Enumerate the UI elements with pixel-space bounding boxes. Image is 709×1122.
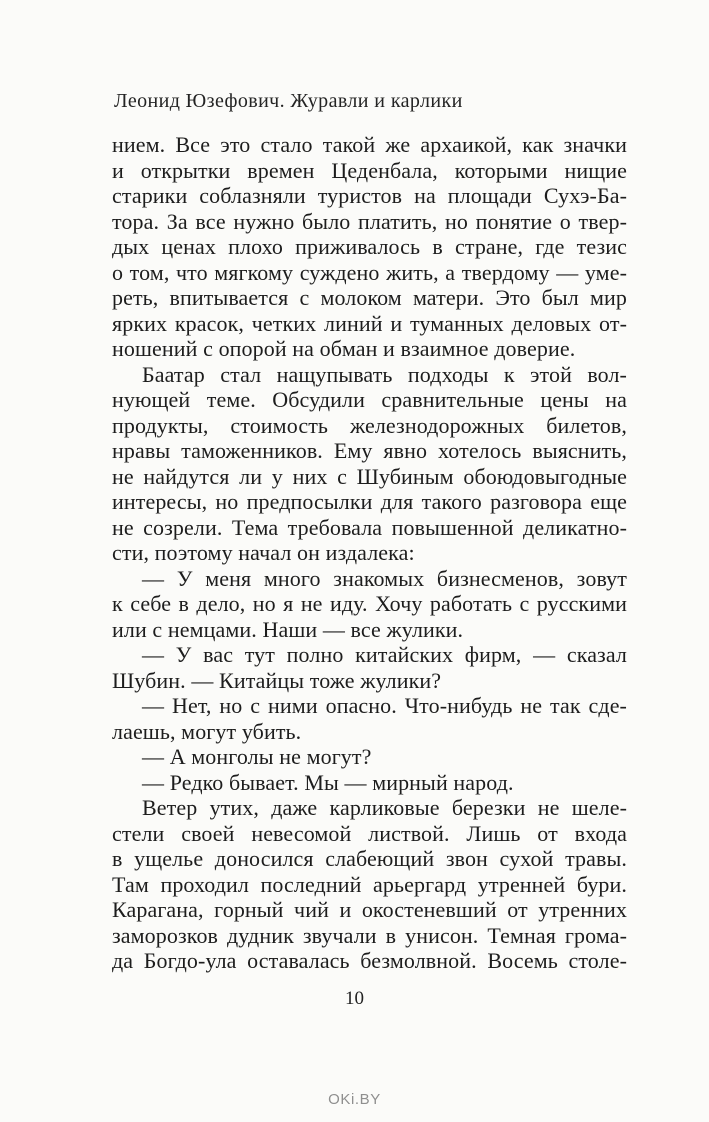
text-line: лаешь, могут убить. (112, 718, 302, 744)
text-line: нующей теме. Обсудили сравнительные цены на (112, 387, 627, 412)
text-line: не созрели. Тема требовала повышенной деликатно- (112, 514, 627, 540)
text-line: — Нет, но с ними опасно. Что-нибудь не так сде- (142, 693, 627, 718)
text-line: не найдутся ли у них с Шубиным обоюдовыгодные (112, 463, 627, 489)
text-line: нием. Все это стало такой же архаикой, как значки (112, 132, 627, 157)
text-line: Шубин. — Китайцы тоже жулики? (112, 667, 442, 693)
text-line: к себе в дело, но я не иду. Хочу работать с русскими (112, 591, 627, 616)
text-line: да Богдо-ула оставалась безмолвной. Восемь столе- (112, 948, 627, 973)
text-line: Баатар стал нащупывать подходы к этой вол- (142, 361, 627, 387)
text-line: продукты, стоимость железнодорожных билетов, (112, 412, 627, 438)
text-line: — У вас тут полно китайских фирм, — сказал (142, 642, 627, 667)
text-line: старики соблазняли туристов на площади Сухэ-Ба- (112, 183, 627, 208)
text-line: и открытки времен Цеденбала, которыми нищие (112, 157, 627, 183)
text-line: — Редко бывает. Мы — мирный народ. (142, 769, 514, 795)
text-line: или с немцами. Наши — все жулики. (112, 616, 464, 642)
text-block (112, 132, 627, 974)
page-number: 10 (345, 988, 364, 1009)
text-line: интересы, но предпосылки для такого разговора еще (112, 489, 627, 514)
text-line: стели своей невесомой листвой. Лишь от входа (112, 820, 627, 846)
text-line: дых ценах плохо приживалось в стране, где тезис (112, 234, 627, 259)
text-line: — У меня много знакомых бизнесменов, зовут (142, 565, 627, 591)
text-line: — А монголы не могут? (142, 744, 372, 769)
watermark: OKi.BY (328, 1091, 381, 1108)
text-line: сти, поэтому начал он издалека: (112, 540, 415, 565)
text-line: Карагана, горный чий и окостеневший от утренних (112, 897, 627, 922)
text-line: Там проходил последний арьергард утренней бури. (112, 871, 627, 897)
running-head: Леонид Юзефович. Журавли и карлики (114, 90, 463, 112)
text-line: ярких красок, четких линий и туманных деловых от- (112, 310, 627, 336)
text-line: заморозков дудник звучали в унисон. Темная грома- (112, 922, 627, 948)
text-line: ношений с опорой на обман и взаимное доверие. (112, 336, 576, 361)
text-line: Ветер утих, даже карликовые березки не шеле- (142, 795, 627, 820)
text-line: тора. За все нужно было платить, но понятие о твер- (112, 208, 627, 234)
text-line: реть, впитывается с молоком матери. Это был мир (112, 285, 627, 310)
text-line: о том, что мягкому суждено жить, а твердому — уме- (112, 259, 627, 285)
text-line: в ущелье доносился слабеющий звон сухой травы. (112, 846, 627, 871)
text-line: нравы таможенников. Ему явно хотелось выяснить, (112, 438, 627, 463)
